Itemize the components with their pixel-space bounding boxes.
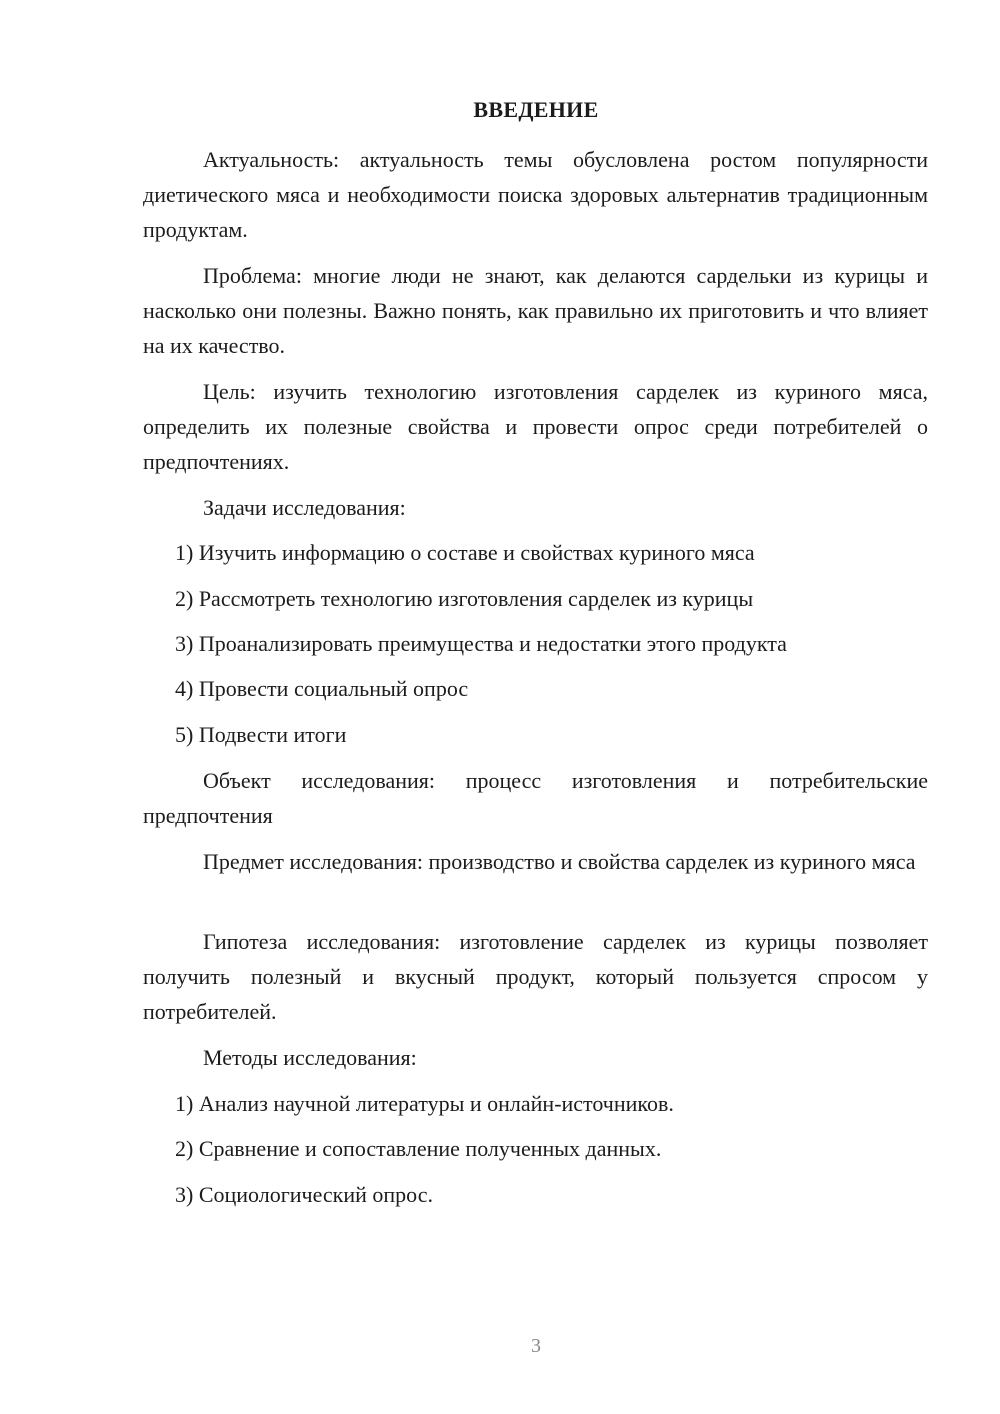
task-item: 5) Подвести итоги	[175, 722, 347, 747]
page-number: 3	[531, 1335, 541, 1357]
section-title: ВВЕДЕНИЕ	[473, 97, 599, 122]
task-item: 4) Провести социальный опрос	[175, 676, 469, 701]
paragraph-problem: Проблема: многие люди не знают, как делаются сардельки из курицы и насколько они полезны. Важно понять, как правильно их приготовить и что влияет на их качество.	[143, 263, 928, 358]
paragraph-goal: Цель: изучить технологию изготовления сарделек из куриного мяса, определить их полезные свойства и провести опрос среди потребителей о предпочтениях.	[143, 379, 928, 474]
method-item: 1) Анализ научной литературы и онлайн-источников.	[175, 1091, 674, 1116]
paragraph-hypothesis: Гипотеза исследования: изготовление сарделек из курицы позволяет получить полезный и вкусный продукт, который пользуется спросом у потребителей.	[143, 929, 928, 1024]
task-item: 3) Проанализировать преимущества и недостатки этого продукта	[175, 631, 787, 656]
methods-heading: Методы исследования:	[203, 1045, 417, 1070]
paragraph-relevance: Актуальность: актуальность темы обусловлена ростом популярности диетического мяса и необходимости поиска здоровых альтернатив традиционным продуктам.	[143, 147, 928, 242]
method-item: 3) Социологический опрос.	[175, 1182, 433, 1207]
paragraph-subject: Предмет исследования: производство и свойства сарделек из куриного мяса	[203, 849, 916, 874]
tasks-heading: Задачи исследования:	[203, 495, 406, 520]
method-item: 2) Сравнение и сопоставление полученных данных.	[175, 1136, 662, 1161]
task-item: 1) Изучить информацию о составе и свойствах куриного мяса	[175, 540, 755, 565]
task-item: 2) Рассмотреть технологию изготовления сарделек из курицы	[175, 586, 754, 611]
paragraph-object: Объект исследования: процесс изготовления и потребительские предпочтения	[143, 768, 928, 828]
